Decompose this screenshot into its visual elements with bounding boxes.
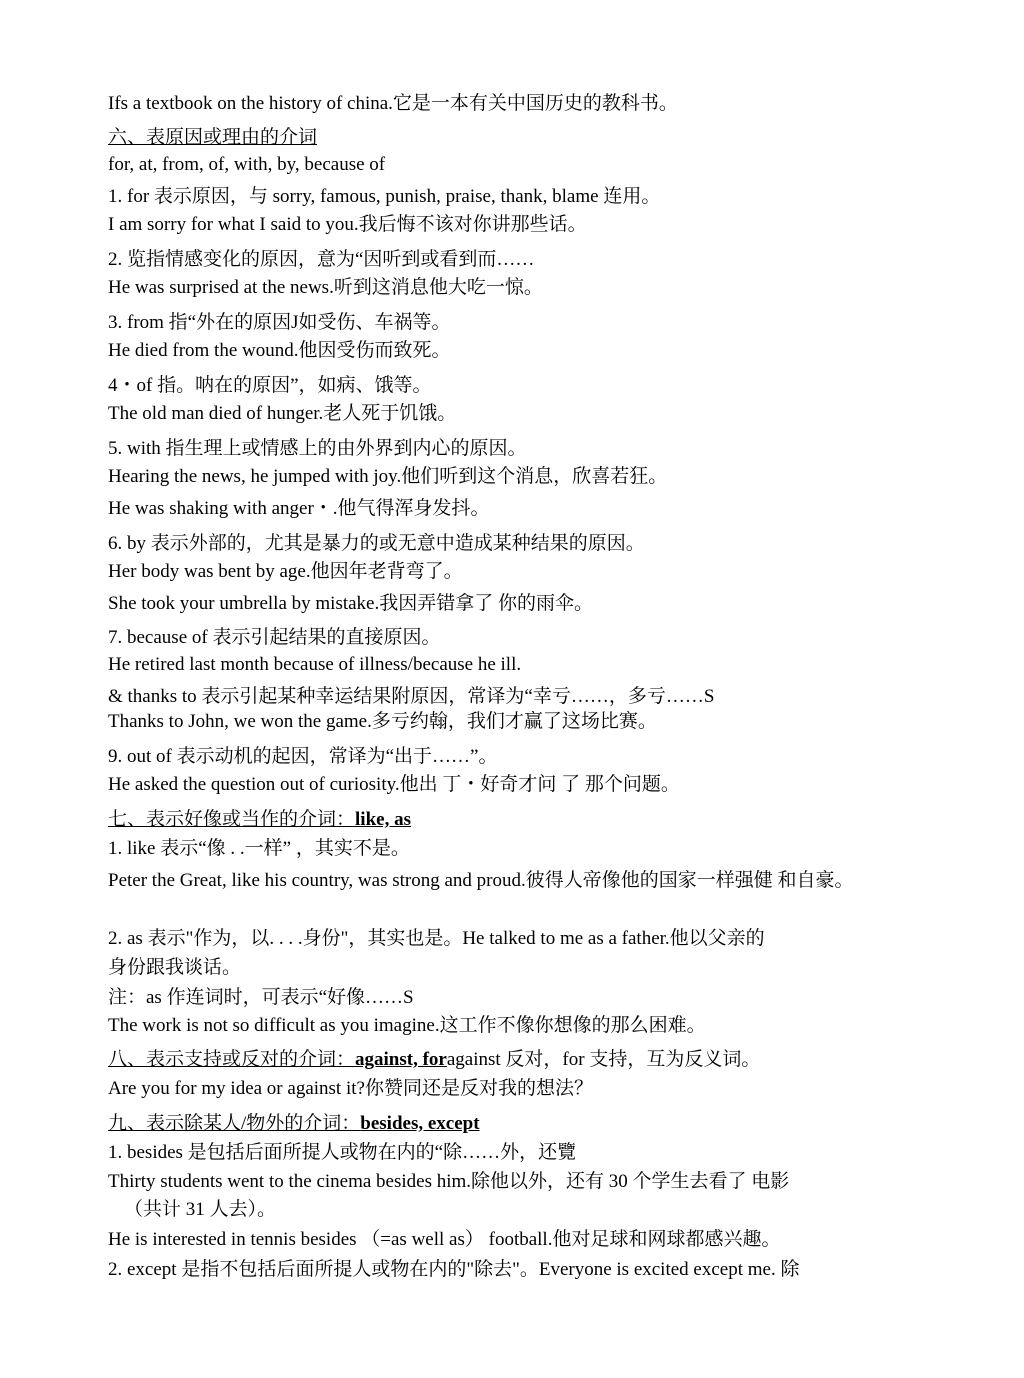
text-line: for, at, from, of, with, by, because of — [108, 154, 386, 175]
text-line: 7. because of 表示引起结果的直接原因。 — [108, 627, 441, 648]
heading-keywords: against, for — [355, 1049, 447, 1070]
heading-title: 六、表原因或理由的介词 — [108, 127, 318, 148]
text-line: 2. as 表示"作为，以. . . .身份"，其实也是。He talked to me as a father.他以父亲的 — [108, 928, 765, 949]
heading-title: 九、表示除某人/物外的介词：besides, except — [108, 1113, 480, 1134]
heading-keywords: like, as — [355, 809, 411, 830]
text-line: 4・of 指。呐在的原因”，如病、饿等。 — [108, 375, 432, 396]
text-line: （共计 31 人去）。 — [124, 1199, 277, 1220]
text-line: The work is not so difficult as you imagine.这工作不像你想像的那么困难。 — [108, 1015, 706, 1036]
text-line: She took your umbrella by mistake.我因弄错拿了 你的雨伞。 — [108, 593, 593, 614]
text-line: Her body was bent by age.他因年老背弯了。 — [108, 561, 463, 582]
text-line: He was shaking with anger・.他气得浑身发抖。 — [108, 498, 490, 519]
text-line: 1. like 表示“像 . .一样” ，其实不是。 — [108, 838, 410, 859]
text-line: He was surprised at the news.听到这消息他大吃一惊。 — [108, 277, 543, 298]
section-heading-7 — [108, 808, 984, 832]
text-fragment: against 反对，for 支持，互为反义词。 — [446, 1049, 761, 1070]
text-line: 5. with 指生理上或情感上的由外界到内心的原因。 — [108, 438, 527, 459]
text-line: 注：as 作连词时，可表示“好像……S — [108, 987, 414, 1008]
text-line: He asked the question out of curiosity.他出 丁・好奇才问 了 那个问题。 — [108, 774, 680, 795]
heading-title: 七、表示好像或当作的介词：like, as — [108, 809, 411, 830]
section-heading-9 — [108, 1112, 984, 1136]
text-line: 2. 览指情感变化的原因，意为“因听到或看到而…… — [108, 249, 535, 270]
text-line: I am sorry for what I said to you.我后悔不该对你讲那些话。 — [108, 214, 587, 235]
text-line: The old man died of hunger.老人死于饥饿。 — [108, 403, 457, 424]
text-line: 6. by 表示外部的，尤其是暴力的或无意中造成某种结果的原因。 — [108, 533, 645, 554]
section-heading-6 — [108, 126, 984, 150]
text-line: 3. from 指“外在的原因J如受伤、车祸等。 — [108, 312, 451, 333]
heading-keywords: besides, except — [360, 1113, 480, 1134]
text-line: 2. except 是指不包括后面所提人或物在内的"除去"。Everyone is excited except me. 除 — [108, 1259, 800, 1280]
text-line: & thanks to 表示引起某种幸运结果附原因，常译为“幸亏……，多亏……S — [108, 686, 715, 707]
text-line: Are you for my idea or against it?你赞同还是反对我的想法？ — [108, 1078, 593, 1099]
text-line: He is interested in tennis besides （=as well as） football.他对足球和网球都感兴趣。 — [108, 1229, 781, 1250]
section-heading-8 — [108, 1048, 984, 1072]
text-line: Ifs a textbook on the history of china.它是一本有关中国历史的教科书。 — [108, 93, 678, 114]
text-line: 1. besides 是包括后面所提人或物在内的“除……外，还覽 — [108, 1142, 577, 1163]
text-line: 9. out of 表示动机的起因，常译为“出于……”。 — [108, 746, 498, 767]
text-line: 1. for 表示原因，与 sorry, famous, punish, praise, thank, blame 连用。 — [108, 186, 661, 207]
text-line: Hearing the news, he jumped with joy.他们听到这个消息，欣喜若狂。 — [108, 466, 668, 487]
text-line: Thanks to John, we won the game.多亏约翰，我们才赢了这场比赛。 — [108, 711, 657, 732]
text-line: Peter the Great, like his country, was strong and proud.彼得人帝像他的国家一样强健 和自豪。 — [108, 870, 854, 891]
text-line: He retired last month because of illness/because he ill. — [108, 654, 522, 675]
text-line: He died from the wound.他因受伤而致死。 — [108, 340, 451, 361]
text-line: Thirty students went to the cinema besides him.除他以外，还有 30 个学生去看了 电影 — [108, 1171, 790, 1192]
text-line: 身份跟我谈话。 — [108, 957, 242, 978]
heading-title: 八、表示支持或反对的介词：against, for — [108, 1049, 447, 1070]
